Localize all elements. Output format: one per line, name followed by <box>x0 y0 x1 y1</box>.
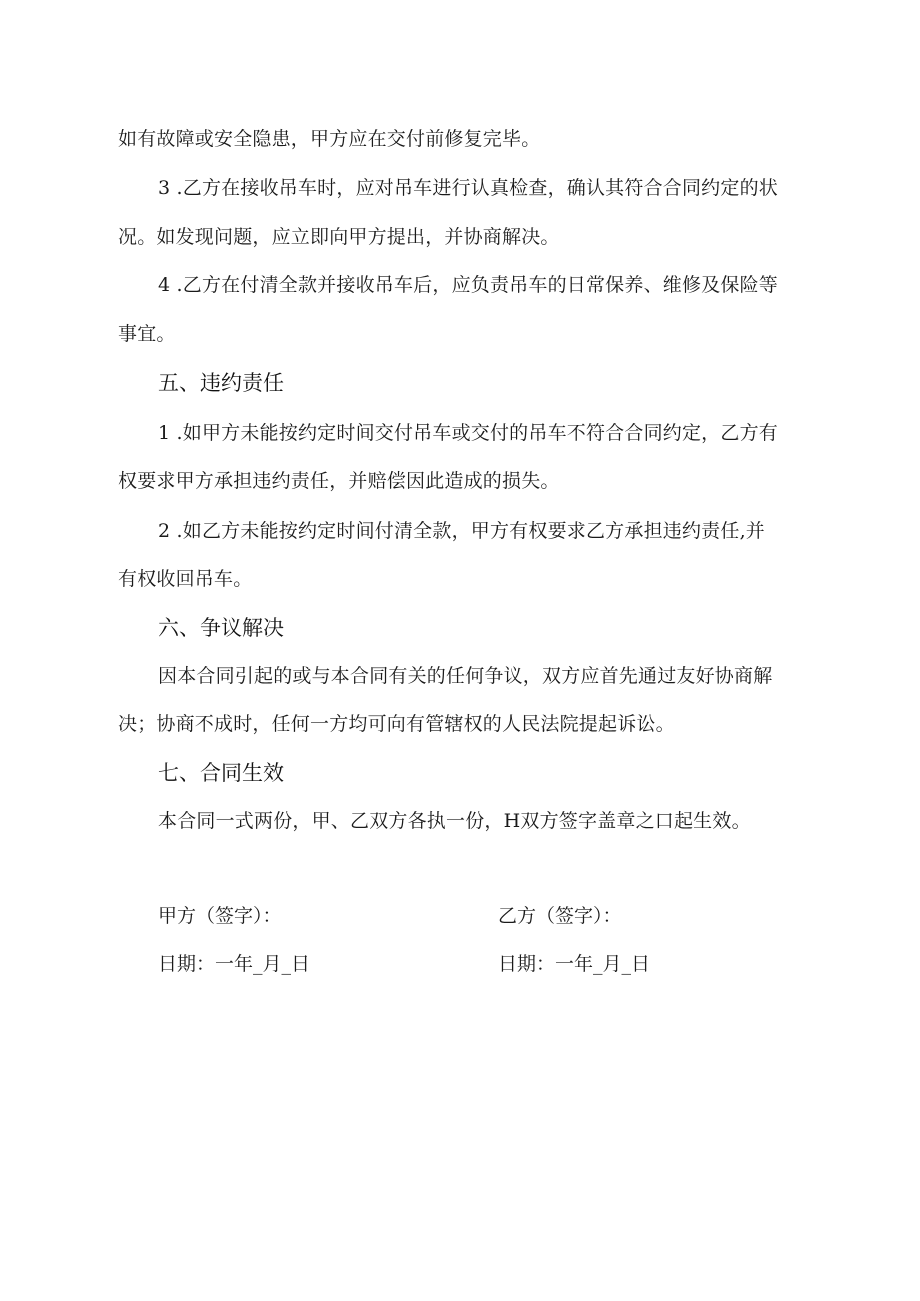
section-5-item-2-line-2: 有权收回吊车。 <box>118 568 253 590</box>
section-5-item-1-line-2: 权要求甲方承担违约责任，并赔偿因此造成的损失。 <box>118 470 560 492</box>
party-b-date: 日期：一年_月_日 <box>498 953 651 975</box>
item-3-line-2: 况。如发现问题，应立即向甲方提出，并协商解决。 <box>118 226 560 248</box>
party-a-signature-label: 甲方（签字）： <box>158 905 282 927</box>
party-b-signature-label: 乙方（签字）： <box>498 905 622 927</box>
section-7-line-1: 本合同一式两份，甲、乙双方各执一份，H双方签字盖章之口起生效。 <box>158 810 751 832</box>
section-7-heading: 七、合同生效 <box>158 761 284 785</box>
item-3-line-1: 3 .乙方在接收吊车时，应对吊车进行认真检查，确认其符合合同约定的状 <box>158 177 778 199</box>
section-6-heading: 六、争议解决 <box>158 616 284 640</box>
section-6-line-1: 因本合同引起的或与本合同有关的任何争议，双方应首先通过友好协商解 <box>158 665 773 687</box>
section-5-item-2-line-1: 2 .如乙方未能按约定时间付清全款，甲方有权要求乙方承担违约责任,并 <box>158 520 766 542</box>
item-4-line-2: 事宜。 <box>118 323 176 345</box>
party-a-date: 日期：一年_月_日 <box>158 953 311 975</box>
item-4-line-1: 4 .乙方在付清全款并接收吊车后，应负责吊车的日常保养、维修及保险等 <box>158 274 778 296</box>
section-5-heading: 五、违约责任 <box>158 371 284 395</box>
section-5-item-1-line-1: 1 .如甲方未能按约定时间交付吊车或交付的吊车不符合合同约定，乙方有 <box>158 422 778 444</box>
section-6-line-2: 决；协商不成时，任何一方均可向有管辖权的人民法院提起诉讼。 <box>118 713 675 735</box>
paragraph-line: 如有故障或安全隐患，甲方应在交付前修复完毕。 <box>118 128 541 150</box>
